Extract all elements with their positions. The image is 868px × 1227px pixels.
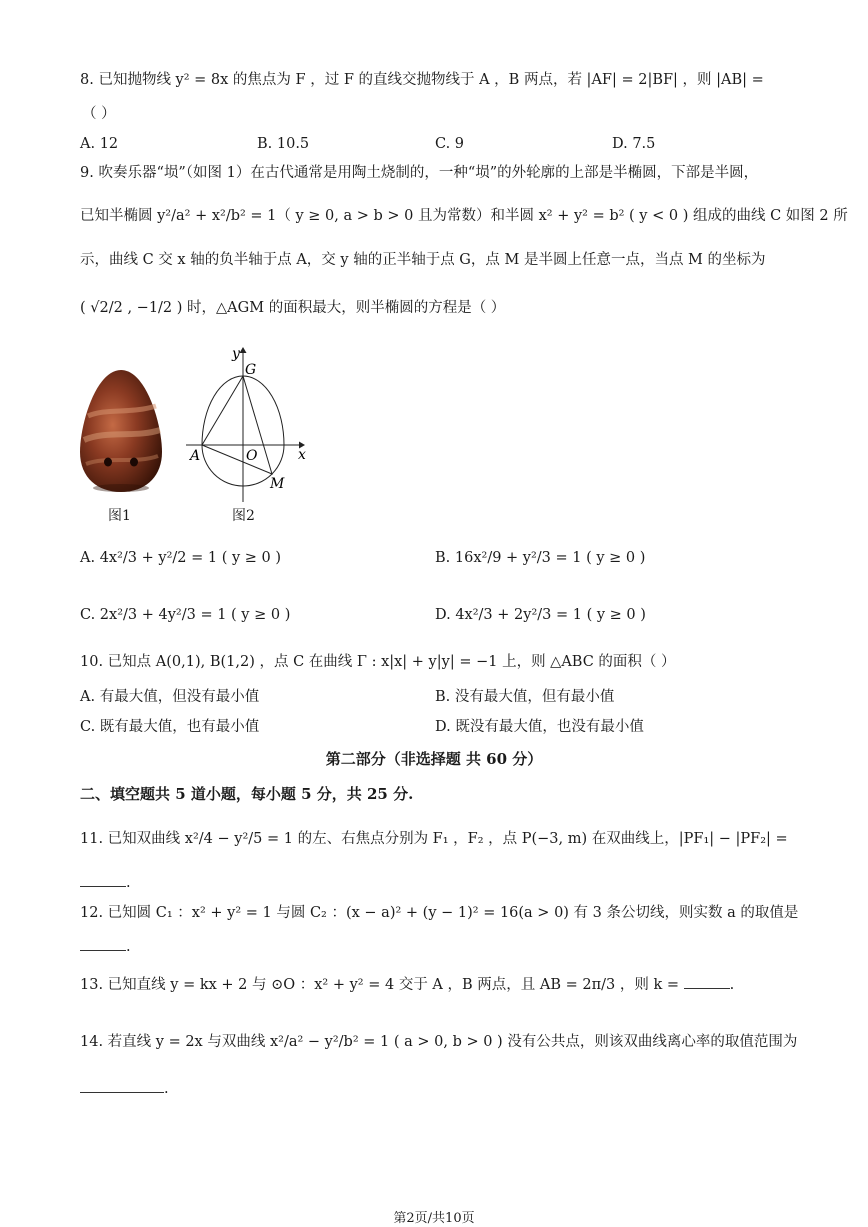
q9-option-d: D. 4x²/3 + 2y²/3 = 1 ( y ≥ 0 ) [435,607,646,623]
page-footer: 第2页/共10页 [393,1211,475,1226]
q12-answer-line: . [80,936,131,957]
q14-answer-blank[interactable] [80,1078,164,1093]
q11-stem: 11. 已知双曲线 x²/4 − y²/5 = 1 的左、右焦点分别为 F₁ ，F₂ ，点 P(−3, m) 在双曲线上，|PF₁| − |PF₂| = [80,831,788,847]
q9-option-b: B. 16x²/9 + y²/3 = 1 ( y ≥ 0 ) [435,550,646,566]
q12-answer-blank[interactable] [80,936,126,951]
q8-option-a: A. 12 [80,136,119,152]
q8-option-c: C. 9 [435,136,465,152]
q14-stem: 14. 若直线 y = 2x 与双曲线 x²/a² − y²/b² = 1 ( a > 0, b > 0 ) 没有公共点，则该双曲线离心率的取值范围为 [80,1034,798,1050]
q8-option-b: B. 10.5 [257,136,310,152]
q8-option-d: D. 7.5 [612,136,656,152]
part-2-title: 第二部分（非选择题 共 60 分） [325,750,543,768]
figure-2-diagram [184,342,312,504]
fig2-label-a: A [190,448,201,464]
q8-stem: 8. 已知抛物线 y² = 8x 的焦点为 F ，过 F 的直线交抛物线于 A ，B 两点，若 |AF| = 2|BF| ，则 |AB| = [80,72,764,88]
q9-line3: 示，曲线 C 交 x 轴的负半轴于点 A，交 y 轴的正半轴于点 G，点 M 是半圆上任意一点，当点 M 的坐标为 [80,252,766,268]
q9-option-a: A. 4x²/3 + y²/2 = 1 ( y ≥ 0 ) [80,550,282,566]
q10-option-c: C. 既有最大值，也有最小值 [80,719,260,735]
q10-option-b: B. 没有最大值，但有最小值 [435,689,615,705]
q9-line4: ( √2/2 , −1/2 ) 时，△AGM 的面积最大，则半椭圆的方程是（ ） [80,300,506,316]
q10-stem: 10. 已知点 A(0,1), B(1,2) ，点 C 在曲线 Γ : x|x| + y|y| = −1 上，则 △ABC 的面积（ ） [80,654,676,670]
q11-answer-line: . [80,872,131,893]
q13-stem: 13. 已知直线 y = kx + 2 与 ⊙O ：x² + y² = 4 交于 A ，B 两点，且 AB = 2π/3 ，则 k = [80,977,680,993]
figure-1-label: 图1 [108,508,131,524]
fig2-label-g: G [245,362,257,378]
q13-answer-line: 13. 已知直线 y = kx + 2 与 ⊙O ：x² + y² = 4 交于 A ，B 两点，且 AB = 2π/3 ，则 k = . [80,974,734,995]
q10-option-d: D. 既没有最大值，也没有最小值 [435,719,644,735]
q13-answer-blank[interactable] [684,974,730,989]
fig2-label-y: y [232,346,240,362]
q8-paren: （ ） [82,106,116,122]
fig2-label-m: M [270,476,285,492]
q11-answer-blank[interactable] [80,872,126,887]
figure-2-label: 图2 [232,508,255,524]
section-2-title: 二、填空题共 5 道小题，每小题 5 分，共 25 分. [80,785,414,803]
q9-line1: 9. 吹奏乐器“埙”（如图 1）在古代通常是用陶土烧制的，一种“埙”的外轮廓的上部是半椭圆，下部是半圆， [80,165,759,181]
q9-line2: 已知半椭圆 y²/a² + x²/b² = 1（ y ≥ 0, a > b > 0 且为常数）和半圆 x² + y² = b² ( y < 0 ) 组成的曲线 C 如图 2 所 [80,208,848,224]
fig2-label-o: O [246,448,258,464]
fig2-label-x: x [298,447,306,463]
q9-option-c: C. 2x²/3 + 4y²/3 = 1 ( y ≥ 0 ) [80,607,291,623]
q14-answer-line: . [80,1078,169,1099]
figure-1-xun-image [76,364,166,496]
q12-stem: 12. 已知圆 C₁ ：x² + y² = 1 与圆 C₂ ：(x − a)² + (y − 1)² = 16(a > 0) 有 3 条公切线，则实数 a 的取值是 [80,905,799,921]
q10-option-a: A. 有最大值，但没有最小值 [80,689,260,705]
